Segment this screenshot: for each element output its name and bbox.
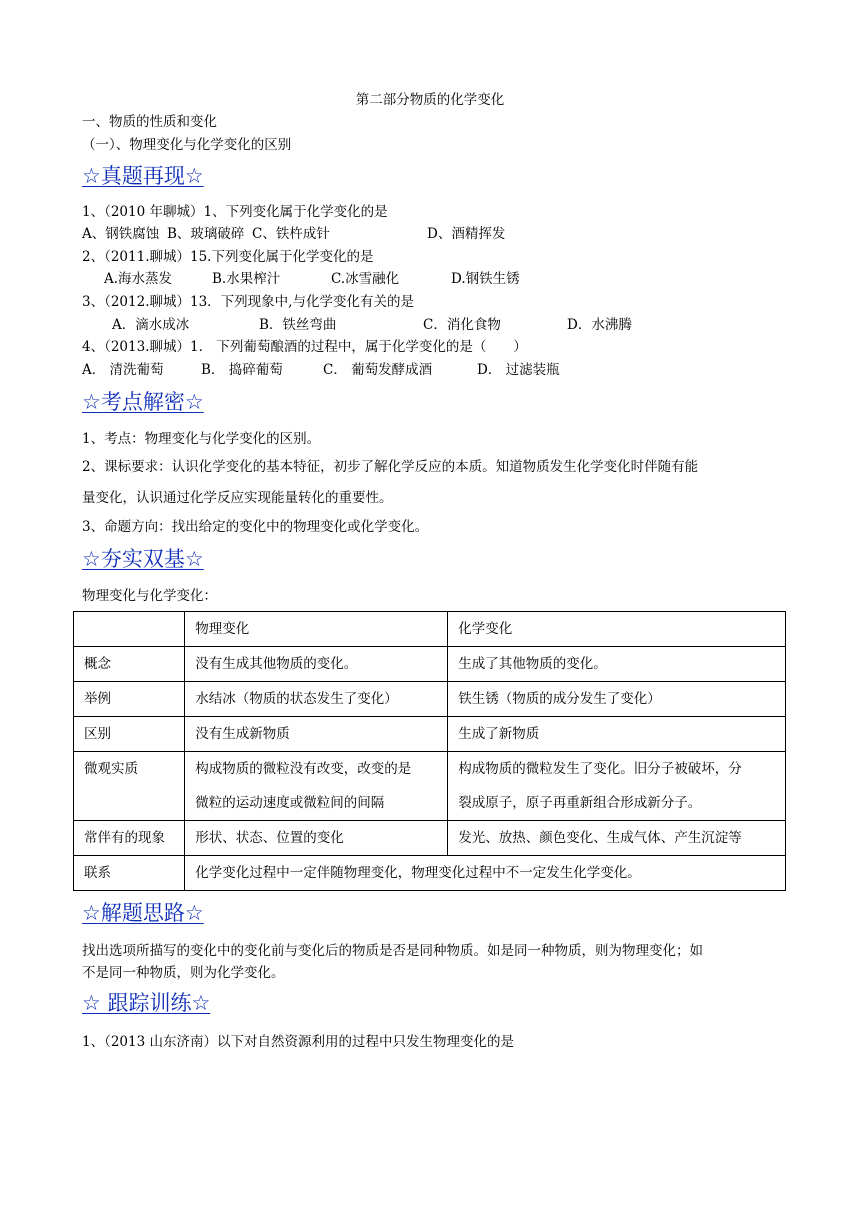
question-2-stem: 2、（2011.聊城）15.下列变化属于化学变化的是: [82, 249, 374, 265]
table-header-row: [74, 612, 786, 647]
question-3-option-a: A．滴水成冰: [112, 317, 190, 333]
question-1-stem: 1、（2010 年聊城）1、下列变化属于化学变化的是: [82, 204, 388, 220]
chemical-cell: 铁生锈（物质的成分发生了变化）: [448, 682, 786, 717]
chemical-cell: 生成了新物质: [448, 717, 786, 752]
jieti-line-1: 找出选项所描写的变化中的变化前与变化后的物质是否是同种物质。如是同一种物质，则为物理变化；如: [82, 943, 703, 959]
row-label: 区别: [74, 717, 185, 752]
chemical-cell: 发光、放热、颜色变化、生成气体、产生沉淀等: [448, 821, 786, 856]
question-2-option-c: C.冰雪融化: [331, 271, 400, 287]
section-heading-hangshi: ☆夯实双基☆: [82, 547, 204, 571]
physical-text-line: 微粒的运动速度或微粒间的间隔: [195, 795, 385, 811]
question-2-option-a: A.海水蒸发: [104, 271, 173, 287]
jieti-line-2: 不是同一种物质，则为化学变化。: [82, 965, 285, 981]
row-label: 举例: [74, 682, 185, 717]
training-question-1: 1、（2013 山东济南）以下对自然资源利用的过程中只发生物理变化的是: [82, 1034, 514, 1050]
question-1-option-a: A、钢铁腐蚀: [82, 226, 160, 242]
table-header-cell: 物理变化: [185, 612, 448, 647]
table-row: [74, 647, 786, 682]
question-4-option-d: D． 过滤装瓶: [477, 362, 560, 378]
section-heading-jieti: ☆解题思路☆: [82, 901, 204, 925]
table-header-cell: 化学变化: [448, 612, 786, 647]
table-header-cell: [74, 612, 185, 647]
kaodian-point-2-line1: 2、课标要求：认识化学变化的基本特征，初步了解化学反应的本质。知道物质发生化学变化时伴随有能: [82, 459, 699, 475]
physical-cell: [185, 752, 448, 821]
chemical-text-line: 裂成原子，原子再重新组合形成新分子。: [458, 795, 702, 811]
row-label: 概念: [74, 647, 185, 682]
question-1-option-b: B、玻璃破碎: [167, 226, 245, 242]
row-label: 常伴有的现象: [74, 821, 185, 856]
chemical-text-line: 构成物质的微粒发生了变化。旧分子被破坏，分: [458, 761, 742, 777]
physical-text-line: 构成物质的微粒没有改变，改变的是: [195, 761, 412, 777]
physical-cell: 没有生成新物质: [185, 717, 448, 752]
table-row: [74, 682, 786, 717]
chemical-cell: 生成了其他物质的变化。: [448, 647, 786, 682]
table-row: [74, 752, 786, 821]
page-title: 第二部分物质的化学变化: [355, 92, 505, 108]
row-label: 微观实质: [74, 752, 185, 821]
chemical-cell: [448, 752, 786, 821]
kaodian-point-3: 3、命题方向：找出给定的变化中的物理变化或化学变化。: [82, 519, 429, 535]
question-2-option-b: B.水果榨汁: [212, 271, 281, 287]
heading-level1: 一、物质的性质和变化: [82, 114, 217, 130]
table-row: [74, 717, 786, 752]
question-2-option-d: D.钢铁生锈: [451, 271, 520, 287]
heading-level2: （一）、物理变化与化学变化的区别: [82, 137, 292, 153]
question-3-option-d: D．水沸腾: [567, 317, 632, 333]
physical-cell: 形状、状态、位置的变化: [185, 821, 448, 856]
question-4-stem: 4、（2013.聊城）1． 下列葡萄酿酒的过程中，属于化学变化的是（ ）: [82, 339, 527, 355]
question-4-option-c: C． 葡萄发酵成酒: [323, 362, 433, 378]
merged-cell: 化学变化过程中一定伴随物理变化，物理变化过程中不一定发生化学变化。: [185, 856, 786, 891]
question-3-option-b: B．铁丝弯曲: [259, 317, 337, 333]
question-1-option-c: C、铁杵成针: [252, 226, 330, 242]
question-4-option-a: A． 清洗葡萄: [82, 362, 164, 378]
kaodian-point-1: 1、考点：物理变化与化学变化的区别。: [82, 431, 321, 447]
physical-cell: 水结冰（物质的状态发生了变化）: [185, 682, 448, 717]
table-row: [74, 856, 786, 891]
table-intro: 物理变化与化学变化：: [82, 588, 217, 604]
section-heading-genzong: ☆ 跟踪训练☆: [82, 991, 211, 1015]
question-4-option-b: B． 捣碎葡萄: [201, 362, 283, 378]
physical-cell: 没有生成其他物质的变化。: [185, 647, 448, 682]
section-heading-kaodian: ☆考点解密☆: [82, 390, 204, 414]
question-3-stem: 3、（2012.聊城）13．下列现象中,与化学变化有关的是: [82, 294, 414, 310]
question-3-option-c: C．消化食物: [423, 317, 501, 333]
row-label: 联系: [74, 856, 185, 891]
question-1-option-d: D、酒精挥发: [427, 226, 506, 242]
section-heading-zhenti: ☆真题再现☆: [82, 164, 204, 188]
comparison-table: [73, 611, 786, 891]
kaodian-point-2-line2: 量变化，认识通过化学反应实现能量转化的重要性。: [82, 490, 393, 506]
table-row: [74, 821, 786, 856]
